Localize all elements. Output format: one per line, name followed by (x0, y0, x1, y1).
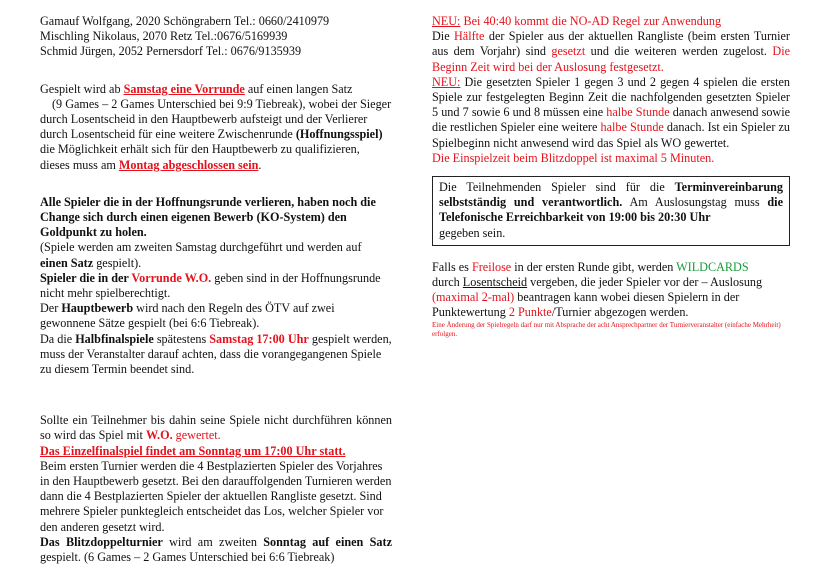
contact-line: Mischling Nikolaus, 2070 Retz Tel.:0676/5169939 (40, 29, 288, 44)
vorrunde-paragraph: Gespielt wird ab Samstag eine Vorrunde auf einen langen Satz (9 Games – 2 Games Unterschied bei 9:9 Tiebreak), wobei der Sieger durch Losentscheid in den Hauptbewerb aufsteigt und der Verlierer durch Losentscheid für eine weitere Zwischenrunde (Hoffnungsspiel) die Möglichkeit erhält sich für den Hauptbewerb zu qualifizieren, dieses muss am Montag abgeschlossen sein. (40, 81, 392, 172)
contact-line: Gamauf Wolfgang, 2020 Schöngrabern Tel.: 0660/2410979 (40, 14, 330, 28)
setzung-rule: Die Hälfte der Spieler aus der aktuellen Rangliste (beim ersten Turnier aus dem Vorjahr) sind gesetzt und die weiteren werden zugelost. Die Beginn Zeit wird bei der Auslosung festgesetzt. (432, 29, 790, 74)
freilose-paragraph: Falls es Freilose in der ersten Runde gibt, werden WILDCARDS durch Losentscheid vergeben, die jeder Spieler vor der – Auslosung (maximal 2-mal) beantragen kann wobei diesen Spielern in der Punktewertung 2 Punkte/Turnier abgezogen werden. (432, 259, 763, 320)
einzelfinal-note: Das Einzelfinalspiel findet am Sonntag um 17:00 Uhr statt. (40, 443, 346, 458)
contact-line: Schmid Jürgen, 2052 Pernersdorf Tel.: 0676/9135939 (40, 44, 302, 59)
setzung-paragraph: Beim ersten Turnier werden die 4 Bestplazierten Spieler des Vorjahres in den Hauptbewerb gesetzt. Bei den darauffolgenden Turnieren werden dann die 4 Bestplazierten Spieler der aktuellen Rangliste gesetzt. Sind mehrere Spieler punktegleich entscheidet das Los, welcher Spieler vor den anderen gesetzt wird. (40, 458, 392, 534)
wo-paragraph: Sollte ein Teilnehmer bis dahin seine Spiele nicht durchführen können so wird das Spiel mit W.O. gewertet. (40, 413, 392, 443)
no-ad-rule: NEU: Bei 40:40 kommt die NO-AD Regel zur Anwendung (432, 14, 722, 28)
hoffnungsrunde-paragraph: Alle Spieler die in der Hoffnungsrunde verlieren, haben noch die Change sich durch einen eigenen Bewerb (KO-System) den Goldpunkt zu holen. (Spiele werden am zweiten Samstag durchgeführt und werden auf einen Satz gespielt). Spieler die in der Vorrunde W.O. geben sind in der Hoffnungsrunde nicht mehr spielberechtigt. Der Hauptbewerb wird nach den Regeln des ÖTV auf zwei gewonnene Sätze gespielt (bei 6:6 Tiebreak). Da die Halbfinalspiele spätestens Samstag 17:00 Uhr gespielt werden, muss der Veranstalter darauf achten, dass die vorangegangenen Spiele zu diesem Termin beendet sind. (40, 194, 392, 377)
termin-box: Die Teilnehmenden Spieler sind für die Terminvereinbarung selbstständig und verantwortlich. Am Auslosungstag muss die Telefonische Erreichbarkeit von 19:00 bis 20:30 Uhr gegeben sein. (432, 176, 790, 246)
blitzdoppel-paragraph: Das Blitzdoppelturnier wird am zweiten Sonntag auf einen Satz gespielt. (6 Games – 2 Games Unterschied bei 6:6 Tiebreak) (40, 534, 392, 565)
regel-aenderung-note: Eine Änderung der Spielregeln darf nur mit Absprache der acht Ansprechpartner der Turnierveranstalter (einfache Mehrheit) erfolgen. (432, 320, 781, 338)
halbfinal-time: Samstag 17:00 Uhr (209, 331, 309, 346)
montag-highlight: Montag abgeschlossen sein (118, 157, 259, 172)
left-column (40, 14, 392, 565)
einspielzeit-rule: Die Einspielzeit beim Blitzdoppel ist maximal 5 Minuten. (432, 150, 715, 165)
wo-highlight: Vorrunde W.O. (131, 270, 212, 285)
vorrunde-highlight: Samstag eine Vorrunde (123, 81, 245, 96)
beginn-rule: NEU: Die gesetzten Spieler 1 gegen 3 und 2 gegen 4 spielen die ersten Spiele zur festgelegten Beginn Zeit die nachfolgenden gesetzten Spieler 5 und 7 sowie 6 und 8 müssen eine halbe Stunde danach anwesend sowie die restlichen Spieler eine weitere halbe Stunde danach. Ist ein Spieler zu Spielbeginn nicht anwesend wird das Spiel als WO gewertet. (432, 74, 791, 150)
right-column (432, 14, 790, 339)
wildcards-label: WILDCARDS (676, 259, 749, 274)
